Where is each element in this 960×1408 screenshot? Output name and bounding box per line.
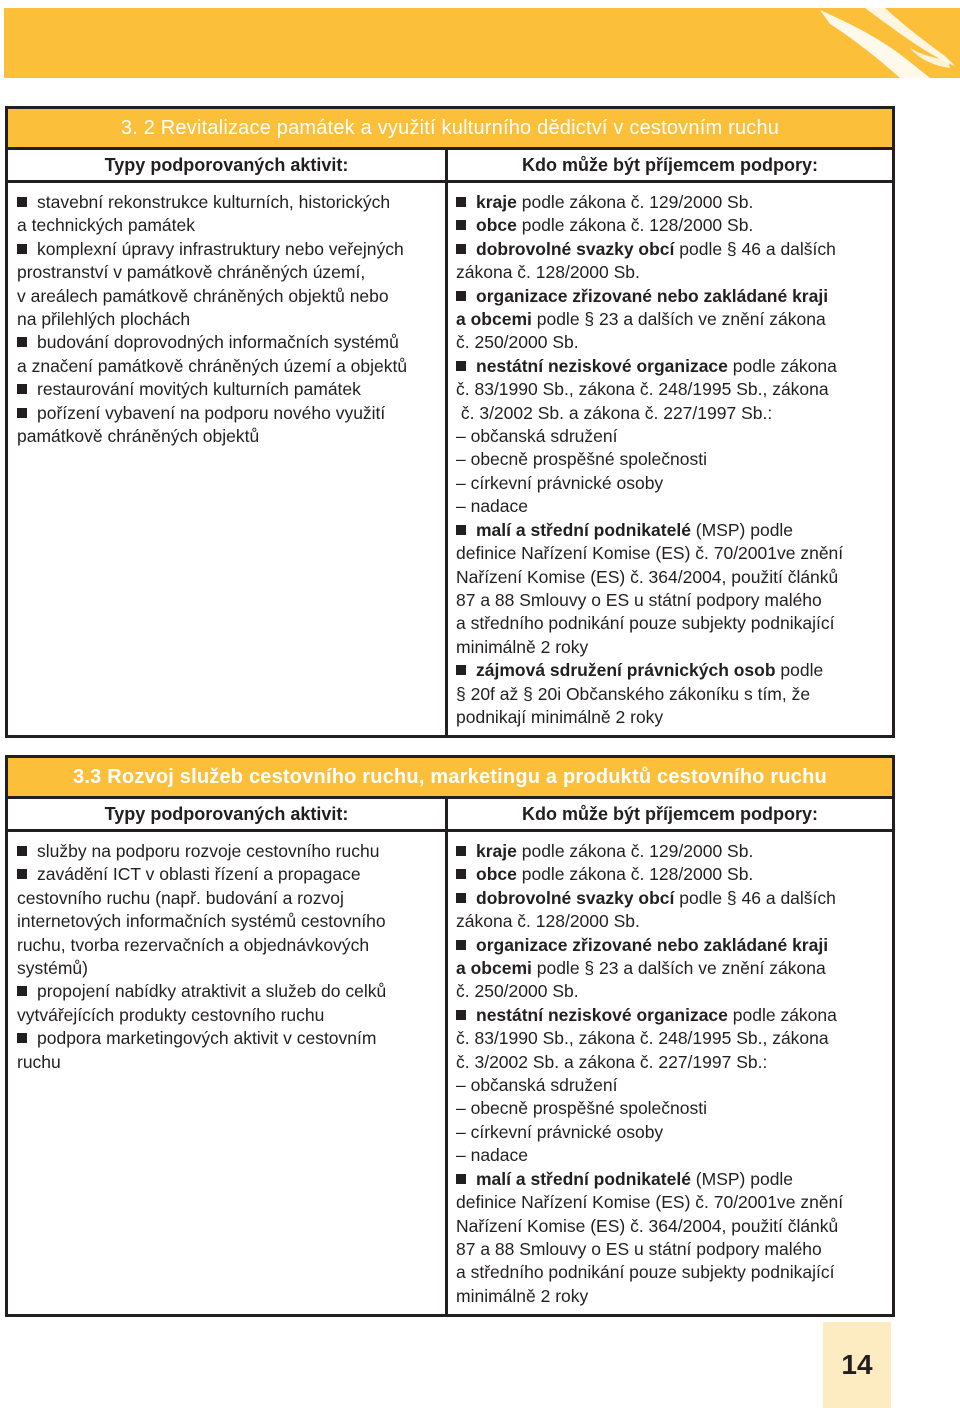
list-item-cont: vytvářejících produkty cestovního ruchu: [17, 1004, 325, 1025]
bullet-square-icon: [17, 986, 27, 996]
list-item-cont: internetových informačních systémů cestovního: [17, 911, 386, 932]
list-item-cont: cestovního ruchu (např. budování a rozvoj: [17, 887, 344, 908]
recipient-cont: Nařízení Komise (ES) č. 364/2004, použití článků: [456, 1215, 839, 1236]
list-item-cont: systémů): [17, 958, 88, 979]
section-title: 3. 2 Revitalizace památek a využití kulturního dědictví v cestovním ruchu: [8, 109, 892, 150]
recipient-cont: č. 83/1990 Sb., zákona č. 248/1995 Sb., zákona: [456, 1028, 829, 1049]
recipient-cont: definice Nařízení Komise (ES) č. 70/2001ve znění: [456, 1192, 844, 1213]
recipient-cont: podnikají minimálně 2 roky: [456, 706, 664, 727]
list-item-cont: památkově chráněných objektů: [17, 426, 260, 447]
recipient-cont: a obcemi podle § 23 a dalších ve znění zákona: [456, 309, 826, 330]
sub-item: – církevní právnické osoby: [456, 472, 664, 493]
list-item-cont: prostranství v památkově chráněných území,: [17, 262, 366, 283]
recipient-cont: 87 a 88 Smlouvy o ES u státní podpory malého: [456, 589, 822, 610]
activities-header: Typy podporovaných aktivit:: [8, 799, 445, 832]
bullet-square-icon: [17, 384, 27, 394]
list-item: služby na podporu rozvoje cestovního ruchu: [17, 840, 437, 863]
bullet-square-icon: [456, 1010, 466, 1020]
recipient-cont: § 20f až § 20i Občanského zákoníku s tím, že: [456, 683, 811, 704]
bullet-square-icon: [17, 869, 27, 879]
sub-item: – občanská sdružení: [456, 1075, 618, 1096]
sub-item: – občanská sdružení: [456, 426, 618, 447]
recipient-cont: 87 a 88 Smlouvy o ES u státní podpory malého: [456, 1238, 822, 1259]
list-item: restaurování movitých kulturních památek: [17, 378, 437, 401]
swoosh-decoration-icon: [760, 8, 960, 78]
recipient-item: kraje podle zákona č. 129/2000 Sb.: [456, 840, 884, 863]
recipient-cont: č. 83/1990 Sb., zákona č. 248/1995 Sb., zákona: [456, 379, 829, 400]
sub-item: – nadace: [456, 1145, 529, 1166]
list-item-cont: v areálech památkově chráněných objektů nebo: [17, 285, 389, 306]
list-item-cont: a technických památek: [17, 215, 196, 236]
bullet-square-icon: [456, 197, 466, 207]
list-item: budování doprovodných informačních systémů: [17, 331, 437, 354]
recipient-cont: definice Nařízení Komise (ES) č. 70/2001ve znění: [456, 543, 844, 564]
section-3-3: [5, 755, 895, 1317]
recipient-cont: Nařízení Komise (ES) č. 364/2004, použití článků: [456, 566, 839, 587]
activities-column: [8, 799, 448, 1314]
bullet-square-icon: [17, 1033, 27, 1043]
recipient-cont: a středního podnikání pouze subjekty podnikající: [456, 1262, 835, 1283]
recipient-cont: zákona č. 128/2000 Sb.: [456, 262, 640, 283]
list-item-cont: ruchu, tvorba rezervačních a objednávkových: [17, 934, 370, 955]
list-item: podpora marketingových aktivit v cestovním: [17, 1027, 437, 1050]
page-number-box: [823, 1322, 891, 1408]
recipient-cont: minimálně 2 roky: [456, 636, 589, 657]
recipient-cont: a obcemi podle § 23 a dalších ve znění zákona: [456, 958, 826, 979]
page-number: 14: [841, 1349, 873, 1380]
activities-column: [8, 150, 448, 735]
bullet-square-icon: [456, 291, 466, 301]
recipient-item: nestátní neziskové organizace podle zákona: [456, 355, 884, 378]
bullet-square-icon: [17, 197, 27, 207]
recipients-header: Kdo může být příjemcem podpory:: [448, 799, 892, 832]
recipient-item: kraje podle zákona č. 129/2000 Sb.: [456, 191, 884, 214]
list-item-cont: a značení památkově chráněných území a objektů: [17, 355, 408, 376]
recipients-column: [448, 150, 892, 735]
bullet-square-icon: [456, 940, 466, 950]
recipient-cont: minimálně 2 roky: [456, 1285, 589, 1306]
bullet-square-icon: [456, 244, 466, 254]
recipient-item: organizace zřizované nebo zakládané kraji: [456, 934, 884, 957]
bullet-square-icon: [456, 361, 466, 371]
list-item: komplexní úpravy infrastruktury nebo veřejných: [17, 238, 437, 261]
bullet-square-icon: [456, 220, 466, 230]
bullet-square-icon: [17, 408, 27, 418]
section-3-2: [5, 106, 895, 738]
recipient-item: dobrovolné svazky obcí podle § 46 a dalších: [456, 238, 884, 261]
recipient-cont: č. 3/2002 Sb. a zákona č. 227/1997 Sb.:: [456, 402, 773, 423]
recipient-item: obce podle zákona č. 128/2000 Sb.: [456, 214, 884, 237]
recipient-item: malí a střední podnikatelé (MSP) podle: [456, 1168, 884, 1191]
bullet-square-icon: [456, 846, 466, 856]
activities-header: Typy podporovaných aktivit:: [8, 150, 445, 183]
bullet-square-icon: [17, 244, 27, 254]
sub-item: – církevní právnické osoby: [456, 1121, 664, 1142]
recipient-cont: č. 250/2000 Sb.: [456, 981, 579, 1002]
list-item-cont: na přilehlých plochách: [17, 309, 191, 330]
bullet-square-icon: [456, 525, 466, 535]
section-title: 3.3 Rozvoj služeb cestovního ruchu, marketingu a produktů cestovního ruchu: [8, 758, 892, 799]
list-item-cont: ruchu: [17, 1051, 61, 1072]
recipient-item: nestátní neziskové organizace podle zákona: [456, 1004, 884, 1027]
list-item: propojení nabídky atraktivit a služeb do celků: [17, 980, 437, 1003]
recipient-cont: č. 3/2002 Sb. a zákona č. 227/1997 Sb.:: [456, 1051, 768, 1072]
bullet-square-icon: [17, 846, 27, 856]
bullet-square-icon: [17, 337, 27, 347]
recipients-header: Kdo může být příjemcem podpory:: [448, 150, 892, 183]
bullet-square-icon: [456, 1174, 466, 1184]
recipient-item: zájmová sdružení právnických osob podle: [456, 659, 884, 682]
recipient-item: dobrovolné svazky obcí podle § 46 a dalších: [456, 887, 884, 910]
list-item: pořízení vybavení na podporu nového využití: [17, 402, 437, 425]
recipient-cont: a středního podnikání pouze subjekty podnikající: [456, 613, 835, 634]
recipient-cont: zákona č. 128/2000 Sb.: [456, 911, 640, 932]
bullet-square-icon: [456, 893, 466, 903]
recipient-cont: č. 250/2000 Sb.: [456, 332, 579, 353]
list-item: stavební rekonstrukce kulturních, historických: [17, 191, 437, 214]
recipients-column: [448, 799, 892, 1314]
sub-item: – nadace: [456, 496, 529, 517]
sub-item: – obecně prospěšné společnosti: [456, 449, 708, 470]
bullet-square-icon: [456, 665, 466, 675]
sub-item: – obecně prospěšné společnosti: [456, 1098, 708, 1119]
bullet-square-icon: [456, 869, 466, 879]
recipient-item: obce podle zákona č. 128/2000 Sb.: [456, 863, 884, 886]
list-item: zavádění ICT v oblasti řízení a propagace: [17, 863, 437, 886]
recipient-item: malí a střední podnikatelé (MSP) podle: [456, 519, 884, 542]
recipient-item: organizace zřizované nebo zakládané kraji: [456, 285, 884, 308]
